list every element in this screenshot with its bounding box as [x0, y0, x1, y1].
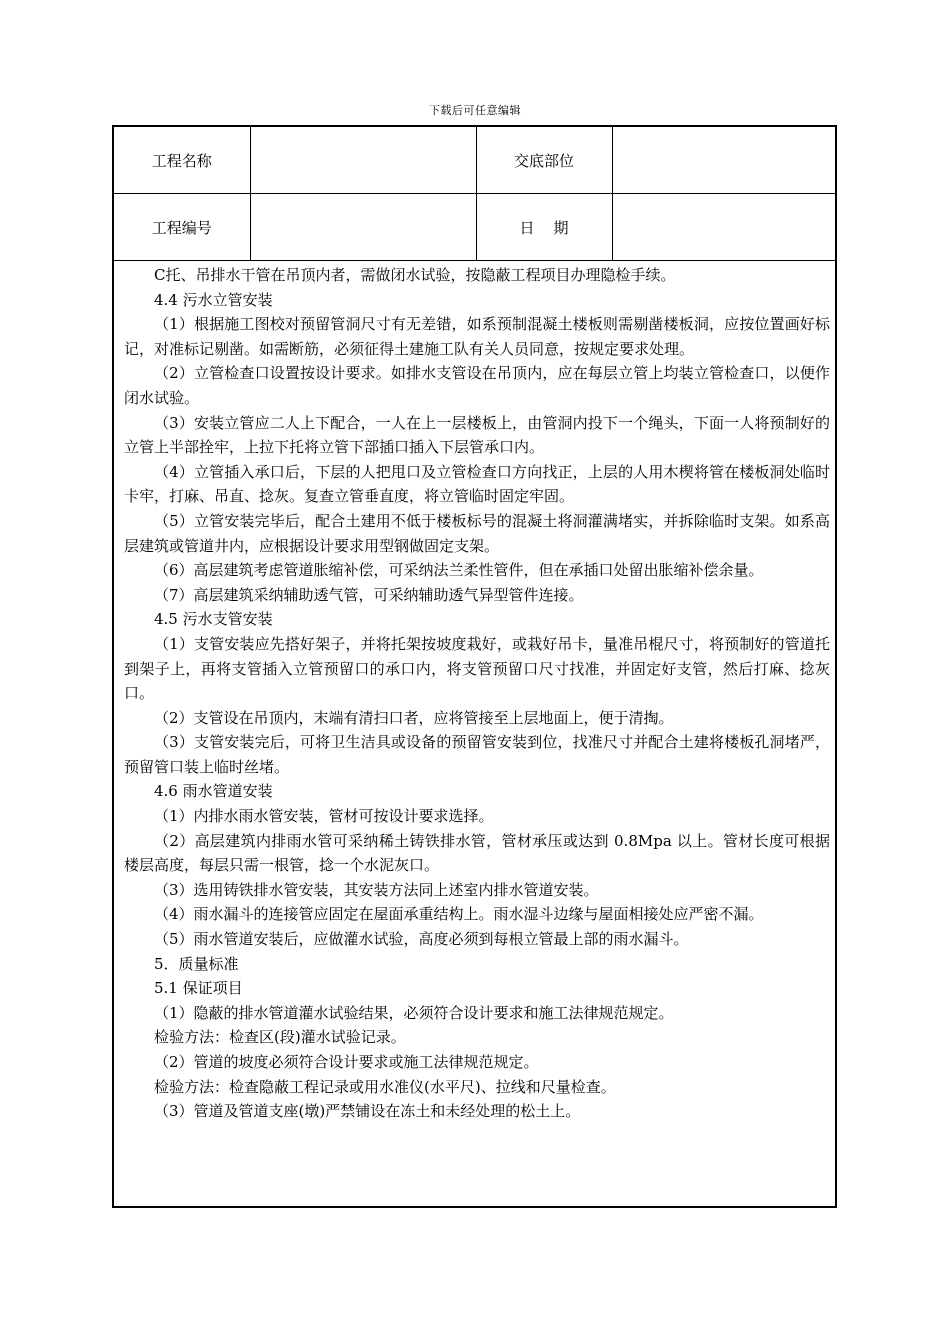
inspection-method: 检验方法：检查隐蔽工程记录或用水准仪(水平尺)、拉线和尺量检查。 [154, 1077, 616, 1096]
project-number-label: 工程编号 [114, 194, 250, 261]
table-row [114, 127, 835, 194]
project-number-value [250, 194, 476, 261]
paragraph: （4）立管插入承口后，下层的人把甩口及立管检查口方向找正，上层的人用木楔将管在楼板洞处临时卡牢，打麻、吊直、捻灰。复查立管垂直度，将立管临时固定牢固。 [124, 462, 830, 506]
paragraph: （6）高层建筑考虑管道胀缩补偿，可采纳法兰柔性管件，但在承插口处留出胀缩补偿余量。 [154, 561, 764, 580]
handover-section-value [612, 127, 835, 194]
project-name-value [250, 127, 476, 194]
page-header-note: 下载后可任意编辑 [429, 104, 521, 117]
date-label: 日 期 [476, 194, 612, 261]
paragraph: （4）雨水漏斗的连接管应固定在屋面承重结构上。雨水湿斗边缘与屋面相接处应严密不漏。 [154, 905, 764, 924]
section-heading: 5．质量标准 [154, 954, 239, 973]
paragraph: （1）支管安装应先搭好架子，并将托架按坡度栽好，或栽好吊卡，量准吊棍尺寸，将预制好的管道托到架子上，再将支管插入立管预留口的承口内，将支管预留口尺寸找准，并固定好支管，然后打麻、捻灰口。 [124, 634, 830, 703]
project-name-label: 工程名称 [114, 127, 250, 194]
paragraph: （5）立管安装完毕后，配合土建用不低于楼板标号的混凝土将洞灌满堵实，并拆除临时支架。如系高层建筑或管道井内，应根据设计要求用型钢做固定支架。 [124, 511, 830, 555]
project-info-table [114, 127, 835, 261]
content-body [124, 263, 830, 1124]
document-frame [112, 125, 837, 1208]
paragraph: （2）支管设在吊顶内，末端有清扫口者，应将管接至上层地面上，便于清掏。 [154, 708, 674, 727]
paragraph: （2）立管检查口设置按设计要求。如排水支管设在吊顶内，应在每层立管上均装立管检查口，以便作闭水试验。 [124, 364, 830, 407]
paragraph: （3）选用铸铁排水管安装，其安装方法同上述室内排水管道安装。 [154, 880, 599, 899]
table-row [114, 194, 835, 261]
paragraph: （3）安装立管应二人上下配合，一人在上一层楼板上，由管洞内投下一个绳头，下面一人将预制好的立管上半部拴牢，上拉下托将立管下部插口插入下层管承口内。 [124, 413, 830, 457]
paragraph: （1）内排水雨水管安装，管材可按设计要求选择。 [154, 807, 494, 826]
paragraph: （1）隐蔽的排水管道灌水试验结果，必须符合设计要求和施工法律规范规定。 [154, 1003, 674, 1022]
handover-section-label: 交底部位 [476, 127, 612, 194]
paragraph: C托、吊排水干管在吊顶内者，需做闭水试验，按隐蔽工程项目办理隐检手续。 [154, 266, 676, 284]
paragraph: （7）高层建筑采纳辅助透气管，可采纳辅助透气异型管件连接。 [154, 585, 584, 604]
paragraph: （1）根据施工图校对预留管洞尺寸有无差错，如系预制混凝土楼板则需剔凿楼板洞，应按位置画好标记，对准标记剔凿。如需断筋，必须征得土建施工队有关人员同意，按规定要求处理。 [124, 315, 830, 358]
paragraph: （2）管道的坡度必须符合设计要求或施工法律规范规定。 [154, 1053, 539, 1071]
inspection-method: 检验方法：检查区(段)灌水试验记录。 [154, 1028, 406, 1047]
section-heading: 4.4 污水立管安装 [154, 290, 273, 309]
paragraph: （5）雨水管道安装后，应做灌水试验，高度必须到每根立管最上部的雨水漏斗。 [154, 930, 689, 949]
section-heading: 4.6 雨水管道安装 [154, 782, 273, 801]
paragraph: （2）高层建筑内排雨水管可采纳稀土铸铁排水管，管材承压或达到 0.8Mpa 以上。管材长度可根据楼层高度，每层只需一根管，捻一个水泥灰口。 [124, 831, 830, 875]
date-value [612, 194, 835, 261]
paragraph: （3）管道及管道支座(墩)严禁铺设在冻土和未经处理的松土上。 [154, 1102, 581, 1121]
section-heading: 5.1 保证项目 [154, 979, 243, 998]
section-heading: 4.5 污水支管安装 [154, 610, 273, 629]
paragraph: （3）支管安装完后，可将卫生洁具或设备的预留管安装到位，找准尺寸并配合土建将楼板孔洞堵严，预留管口装上临时丝堵。 [124, 733, 830, 776]
